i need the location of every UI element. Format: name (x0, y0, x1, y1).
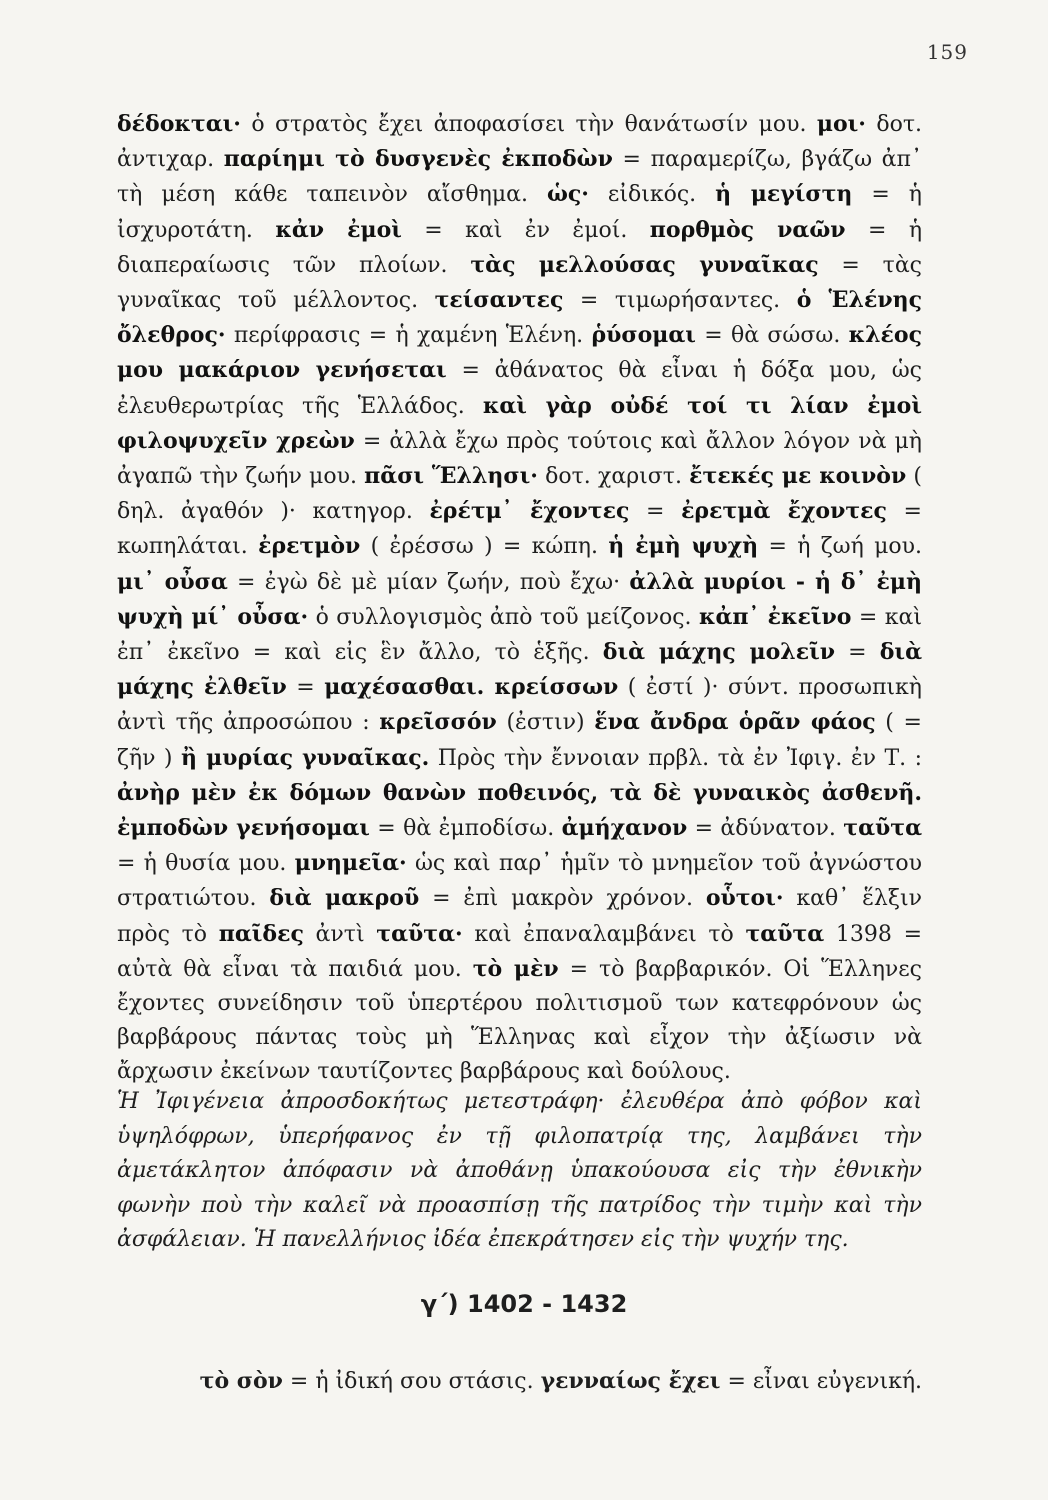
lemma-term: παρίημι τὸ δυσγενὲς ἐκποδὼν (223, 146, 613, 173)
lemma-term: μοι· (816, 111, 866, 137)
gloss-text: = παραμερίζω, βγάζω ἀπ᾽ τὴ μέση κάθε ταπεινὸν αἴσθημα. (117, 147, 923, 208)
lemma-term: παῖδες (218, 920, 304, 947)
gloss-text: = κωπηλάται. (117, 499, 922, 560)
lemma-term: τὸ σὸν (199, 1368, 283, 1394)
gloss-text: δοτ. χαριστ. (537, 464, 690, 490)
lemma-term: ἡ ἐμὴ ψυχὴ (608, 533, 759, 560)
lemma-term: μι᾽ οὖσα (117, 568, 228, 595)
gloss-text: Πρὸς τὴν ἔννοιαν πρβλ. τὰ ἐν Ἰφιγ. ἐν Τ. : (429, 745, 922, 771)
gloss-text: ( = ζῆν ) (117, 710, 922, 771)
lemma-term: διὰ μακροῦ (269, 885, 420, 912)
lemma-term: οὗτοι· (705, 885, 784, 912)
lemma-term: κρεῖσσόν (379, 709, 497, 736)
lemma-term: καὶ γὰρ οὐδέ τοί τι λίαν ἐμοὶ φιλοψυχεῖν χρεὼν (117, 392, 922, 454)
gloss-text: = ἐπὶ μακρὸν χρόνον. (419, 886, 706, 912)
lemma-term: ταῦτα· (376, 920, 463, 947)
lemma-term: ἐρετμὰ ἔχοντες (681, 498, 887, 525)
gloss-text: ὡς καὶ παρ᾽ ἡμῖν τὸ μνημεῖον τοῦ ἀγνώστου στρατιώτου. (117, 851, 922, 912)
gloss-text: (ἐστιν) (496, 710, 595, 736)
gloss-text: = ἀδύνατον. (687, 816, 844, 842)
gloss-text: ( δηλ. ἀγαθόν )· κατηγορ. (117, 464, 923, 525)
lemma-term: πορθμὸς ναῶν (649, 216, 846, 243)
gloss-text: = εἶναι εὐγενική. (720, 1369, 922, 1394)
gloss-text: ὁ στρατὸς ἔχει ἀποφασίσει τὴν θανάτωσίν μου. (240, 112, 817, 137)
lemma-term: μαχέσασθαι. κρείσσων (324, 674, 619, 701)
lemma-term: κλέος μου μακάριον γενήσεται (117, 322, 922, 384)
section-heading: γ΄) 1402 - 1432 (420, 1290, 628, 1318)
gloss-text: ἀντὶ (303, 921, 377, 947)
gloss-text: εἰδικός. (588, 182, 716, 208)
lemma-term: ἀνὴρ μὲν ἐκ δόμων θανὼν ποθεινός, τὰ δὲ γυναικὸς ἀσθενῆ. ἐμποδὼν γενήσομαι (117, 779, 922, 842)
gloss-text: = ἡ ἰσχυροτάτη. (117, 182, 922, 243)
gloss-text: = τιμωρήσαντες. (563, 288, 797, 314)
lemma-term: διὰ μάχης μολεῖν (602, 639, 836, 666)
lemma-term: ἀλλὰ μυρίοι - ἡ δ᾽ ἐμὴ ψυχὴ μί᾽ οὖσα· (117, 568, 923, 630)
lemma-term: διὰ μάχης ἐλθεῖν (117, 639, 922, 701)
lemma-term: γενναίως ἔχει (540, 1368, 721, 1394)
lemma-term: τὰς μελλούσας γυναῖκας (470, 251, 819, 278)
gloss-text: = ἀλλὰ ἔχω πρὸς τούτοις καὶ ἄλλον λόγον νὰ μὴ ἀγαπῶ τὴν ζωήν μου. (117, 428, 922, 490)
gloss-text: = ἡ θυσία μου. (117, 851, 295, 877)
lemma-term: πᾶσι Ἕλλησι· (364, 463, 538, 490)
lemma-term: τὸ μὲν (472, 955, 559, 982)
lemma-term: ἔτεκές με κοινὸν (689, 463, 907, 490)
lemma-term: ἐρέτμ᾽ ἔχοντες (429, 498, 630, 525)
lemma-term: ὁ Ἑλένης ὄλεθρος· (117, 287, 922, 349)
gloss-text: = θὰ σώσω. (695, 323, 849, 349)
gloss-text: καθ᾽ ἕλξιν πρὸς τὸ (117, 886, 922, 947)
lemma-term: τείσαντες (434, 287, 564, 314)
gloss-text: καὶ ἐπαναλαμβάνει τὸ (462, 921, 746, 947)
gloss-text: = θὰ ἐμποδίσω. (369, 816, 562, 842)
gloss-text: = τὰς γυναῖκας τοῦ μέλλοντος. (117, 252, 922, 314)
gloss-text: περίφρασις = ἡ χαμένη Ἑλένη. (225, 323, 592, 349)
gloss-text: ὁ συλλογισμὸς ἀπὸ τοῦ μείζονος. (308, 604, 699, 630)
lemma-term: μνημεῖα· (294, 850, 407, 877)
lemma-term: δέδοκται· (117, 111, 241, 137)
gloss-text: δοτ. ἀντιχαρ. (117, 112, 922, 173)
lemma-term: ἡ μεγίστη (715, 181, 853, 208)
commentary-last-line (117, 1364, 922, 1399)
commentary-paragraph (117, 107, 922, 1090)
gloss-text: = (286, 675, 325, 701)
gloss-text: ( ἐρέσσω ) = κώπη. (360, 534, 609, 560)
gloss-text: = καὶ ἐπ᾽ ἐκεῖνο = καὶ εἰς ἓν ἄλλο, τὸ ἑξῆς. (117, 604, 922, 666)
summary-paragraph: Ἡ Ἰφιγένεια ἀπροσδοκήτως μετεστράφη· ἐλευθέρα ἀπὸ φόβον καὶ ὑψηλόφρων, ὑπερήφανος ἐν τῇ φιλοπατρίᾳ της, λαμβάνει τὴν ἀμετάκλητον ἀπόφασιν νὰ ἀποθάνῃ ὑπακούουσα εἰς τὴν ἐθνικὴν φωνὴν ποὺ τὴν καλεῖ νὰ προασπίσῃ τῆς πατρίδος τὴν τιμὴν καὶ τὴν ἀσφάλειαν. Ἡ πανελλήνιος ἰδέα ἐπεκράτησεν εἰς τὴν ψυχήν της. (117, 1089, 922, 1252)
lemma-term: ταῦτα (843, 815, 923, 842)
lemma-term: κἀπ᾽ ἐκεῖνο (698, 603, 852, 630)
gloss-text: = ἀθάνατος θὰ εἶναι ἡ δόξα μου, ὡς ἐλευθερωτρίας τῆς Ἑλλάδος. (117, 358, 922, 419)
lemma-term: ταῦτα (745, 920, 825, 947)
gloss-text: = ἡ διαπεραίωσις τῶν πλοίων. (117, 217, 922, 278)
lemma-term: ἕνα ἄνδρα ὁρᾶν φάος (594, 709, 876, 736)
gloss-text: = ἐγὼ δὲ μὲ μίαν ζωήν, ποὺ ἔχω· (227, 569, 630, 595)
page-number: 159 (926, 40, 968, 64)
gloss-text: = (835, 640, 880, 666)
lemma-term: ῥύσομαι (591, 322, 696, 349)
gloss-text: = ἡ ἰδική σου στάσις. (282, 1369, 541, 1394)
gloss-text: 1398 = αὐτὰ θὰ εἶναι τὰ παιδιά μου. (117, 921, 923, 982)
gloss-text: = τὸ βαρβαρικόν. Οἱ Ἕλληνες ἔχοντες συνείδησιν τοῦ ὑπερτέρου πολιτισμοῦ των κατεφρόνουν ὡς βαρβάρους πάντας τοὺς μὴ Ἕλληνας καὶ εἶχον τὴν ἀξίωσιν νὰ ἄρχωσιν ἐκείνων ταυτίζοντες βαρβάρους καὶ δούλους. (117, 956, 922, 1085)
gloss-text: = καὶ ἐν ἐμοί. (401, 217, 650, 243)
lemma-term: ἐρετμὸν (258, 533, 361, 560)
gloss-text: = ἡ ζωή μου. (758, 534, 922, 560)
lemma-term: ἢ μυρίας γυναῖκας. (180, 744, 430, 771)
lemma-term: κἀν ἐμοὶ (275, 216, 402, 243)
gloss-text: ( ἐστί )· σύντ. προσωπικὴ ἀντὶ τῆς ἀπροσώπου : (117, 675, 922, 736)
gloss-text: = (629, 499, 682, 525)
lemma-term: ὡς· (546, 181, 589, 208)
lemma-term: ἀμήχανον (561, 815, 688, 842)
